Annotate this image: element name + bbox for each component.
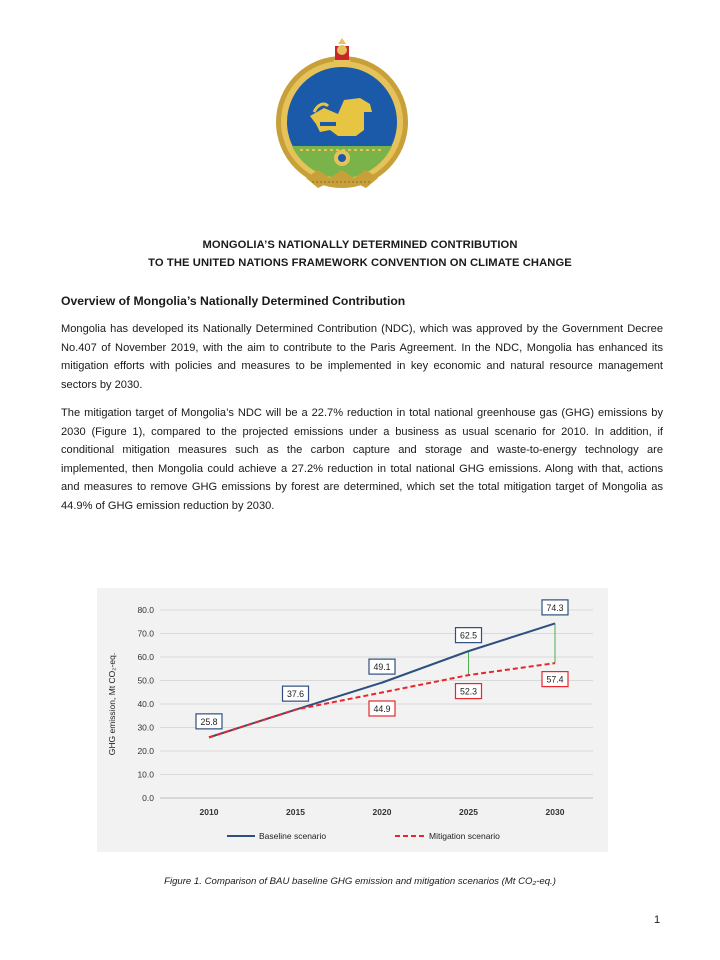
y-axis-label: GHG emission, Mt CO₂-eq. — [107, 652, 117, 756]
baseline-data-label: 62.5 — [459, 630, 478, 641]
page-number: 1 — [654, 914, 661, 926]
section-heading: Overview of Mongolia’s Nationally Determined Contribution — [61, 294, 406, 308]
legend-baseline-label: Baseline scenario — [259, 831, 327, 841]
baseline-data-label: 49.1 — [373, 662, 391, 673]
mitigation-data-label: 57.4 — [546, 674, 564, 685]
figure-caption: Figure 1. Comparison of BAU baseline GHG emission and mitigation scenarios (Mt CO₂-eq.) — [164, 876, 556, 887]
paragraph-2: The mitigation target of Mongolia’s NDC will be a 22.7% reduction in total national greenhouse gas (GHG) emissions by 2030 (Figure 1), compared to the projected emissions under a business as usual scenario for 2010. In addition, if conditional mitigation measures such as the carbon capture and storage and waste-to-energy technology are implemented, then Mongolia could achieve a 27.2% reduction in total national GHG emissions. Along with that, actions and measures to remove GHG emissions by forest are determined, which set the total mitigation target of Mongolia as 44.9% of GHG emission reduction by 2030. — [61, 407, 663, 512]
title-line-1: MONGOLIA’S NATIONALLY DETERMINED CONTRIBUTION — [202, 239, 518, 251]
mitigation-data-label: 52.3 — [459, 686, 478, 697]
y-tick-label: 20.0 — [137, 746, 154, 756]
y-tick-label: 80.0 — [137, 605, 154, 615]
ghg-emission-chart — [97, 588, 608, 852]
mitigation-data-label: 44.9 — [373, 703, 391, 714]
x-tick-label: 2030 — [545, 807, 565, 817]
title-line-2: TO THE UNITED NATIONS FRAMEWORK CONVENTION ON CLIMATE CHANGE — [148, 257, 572, 269]
document-title — [0, 236, 720, 272]
legend-mitigation-label: Mitigation scenario — [429, 831, 500, 841]
x-tick-label: 2020 — [372, 807, 392, 817]
y-tick-label: 40.0 — [137, 699, 154, 709]
mongolia-state-emblem — [272, 38, 412, 198]
y-tick-label: 70.0 — [137, 628, 154, 639]
baseline-data-label: 37.6 — [286, 689, 305, 700]
paragraph-1: Mongolia has developed its Nationally Determined Contribution (NDC), which was approved by the Government Decree No.407 of November 2019, with the aim to contribute to the Paris Agreement. In the NDC, Mongolia has enhanced its mitigation efforts with policies and measures to be implemented in key economic and natural resource management sectors by 2030. — [61, 323, 663, 391]
y-tick-label: 60.0 — [137, 652, 154, 662]
x-tick-label: 2015 — [286, 807, 305, 817]
y-tick-label: 50.0 — [137, 675, 154, 686]
baseline-data-label: 74.3 — [546, 602, 564, 613]
y-tick-label: 30.0 — [137, 722, 154, 733]
x-tick-label: 2010 — [199, 807, 219, 817]
y-tick-label: 0.0 — [142, 793, 154, 803]
x-tick-label: 2025 — [459, 807, 478, 817]
chart-container — [97, 588, 608, 852]
baseline-data-label: 25.8 — [200, 716, 218, 727]
y-tick-label: 10.0 — [137, 769, 154, 780]
